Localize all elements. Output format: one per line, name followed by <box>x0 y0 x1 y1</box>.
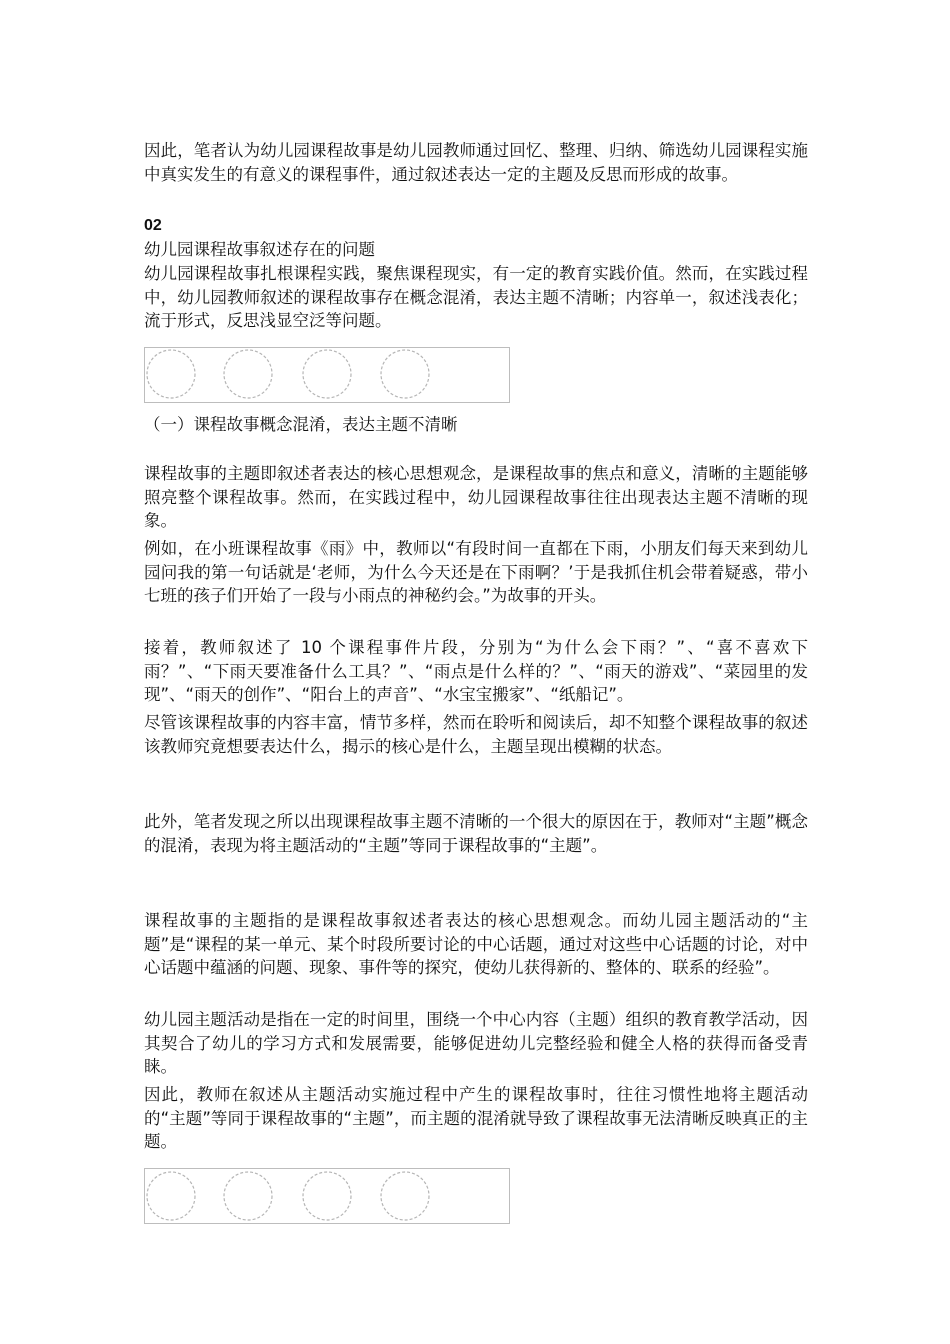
circle-icon <box>147 350 195 398</box>
paragraph-example-rain: 例如，在小班课程故事《雨》中，教师以“有段时间一直都在下雨，小朋友们每天来到幼儿园问我的第一句话就是‘老师，为什么今天还是在下雨啊？’于是我抓住机会带着疑惑，带小七班的孩子们开始了一段与小雨点的神秘约会。”为故事的开头。 <box>144 539 808 606</box>
section-paragraph: 幼儿园课程故事扎根课程实践，聚焦课程现实，有一定的教育实践价值。然而，在实践过程中，幼儿园教师叙述的课程故事存在概念混淆，表达主题不清晰；内容单一，叙述浅表化；流于形式，反思浅显空泛等问题。 <box>144 264 808 331</box>
circle-icon <box>381 350 429 398</box>
image-placeholder-circles <box>145 348 509 402</box>
circle-icon <box>224 350 272 398</box>
paragraph-reason: 此外，笔者发现之所以出现课程故事主题不清晰的一个很大的原因在于，教师对“主题”概念的混淆，表现为将主题活动的“主题”等同于课程故事的“主题”。 <box>144 812 808 855</box>
image-placeholder-circles <box>145 1169 509 1223</box>
paragraph-conclusion: 因此，教师在叙述从主题活动实施过程中产生的课程故事时，往往习惯性地将主题活动的“主题”等同于课程故事的“主题”，而主题的混淆就导致了课程故事无法清晰反映真正的主题。 <box>144 1085 808 1152</box>
image-strip-top <box>144 347 510 403</box>
section-number: 02 <box>144 217 162 234</box>
paragraph-theme-core: 课程故事的主题即叙述者表达的核心思想观念，是课程故事的焦点和意义，清晰的主题能够照亮整个课程故事。然而，在实践过程中，幼儿园课程故事往往出现表达主题不清晰的现象。 <box>144 464 808 531</box>
paragraph-theme-activity: 幼儿园主题活动是指在一定的时间里，围绕一个中心内容（主题）组织的教育教学活动，因其契合了幼儿的学习方式和发展需要，能够促进幼儿完整经验和健全人格的获得而备受青睐。 <box>144 1010 808 1077</box>
paragraph-ten-events: 接着，教师叙述了 10 个课程事件片段，分别为“为什么会下雨？”、“喜不喜欢下雨？”、“下雨天要准备什么工具？”、“雨点是什么样的？”、“雨天的游戏”、“菜园里的发现”、“雨天的创作”、“阳台上的声音”、“水宝宝搬家”、“纸船记”。 <box>144 638 808 705</box>
circle-icon <box>147 1172 195 1220</box>
circle-icon <box>303 350 351 398</box>
paragraph-definition: 课程故事的主题指的是课程故事叙述者表达的核心思想观念。而幼儿园主题活动的“主题”是“课程的某一单元、某个时段所要讨论的中心话题，通过对这些中心话题的讨论，对中心话题中蕴涵的问题、现象、事件等的探究，使幼儿获得新的、整体的、联系的经验”。 <box>144 911 808 978</box>
paragraph-unclear: 尽管该课程故事的内容丰富，情节多样，然而在聆听和阅读后，却不知整个课程故事的叙述该教师究竟想要表达什么，揭示的核心是什么，主题呈现出模糊的状态。 <box>144 713 808 756</box>
section-title: 幼儿园课程故事叙述存在的问题 <box>144 240 375 259</box>
intro-paragraph: 因此，笔者认为幼儿园课程故事是幼儿园教师通过回忆、整理、归纳、筛选幼儿园课程实施中真实发生的有意义的课程事件，通过叙述表达一定的主题及反思而形成的故事。 <box>144 141 808 184</box>
circle-icon <box>381 1172 429 1220</box>
image-strip-bottom <box>144 1168 510 1224</box>
circle-icon <box>303 1172 351 1220</box>
circle-icon <box>224 1172 272 1220</box>
subsection-heading: （一）课程故事概念混淆，表达主题不清晰 <box>144 415 458 434</box>
